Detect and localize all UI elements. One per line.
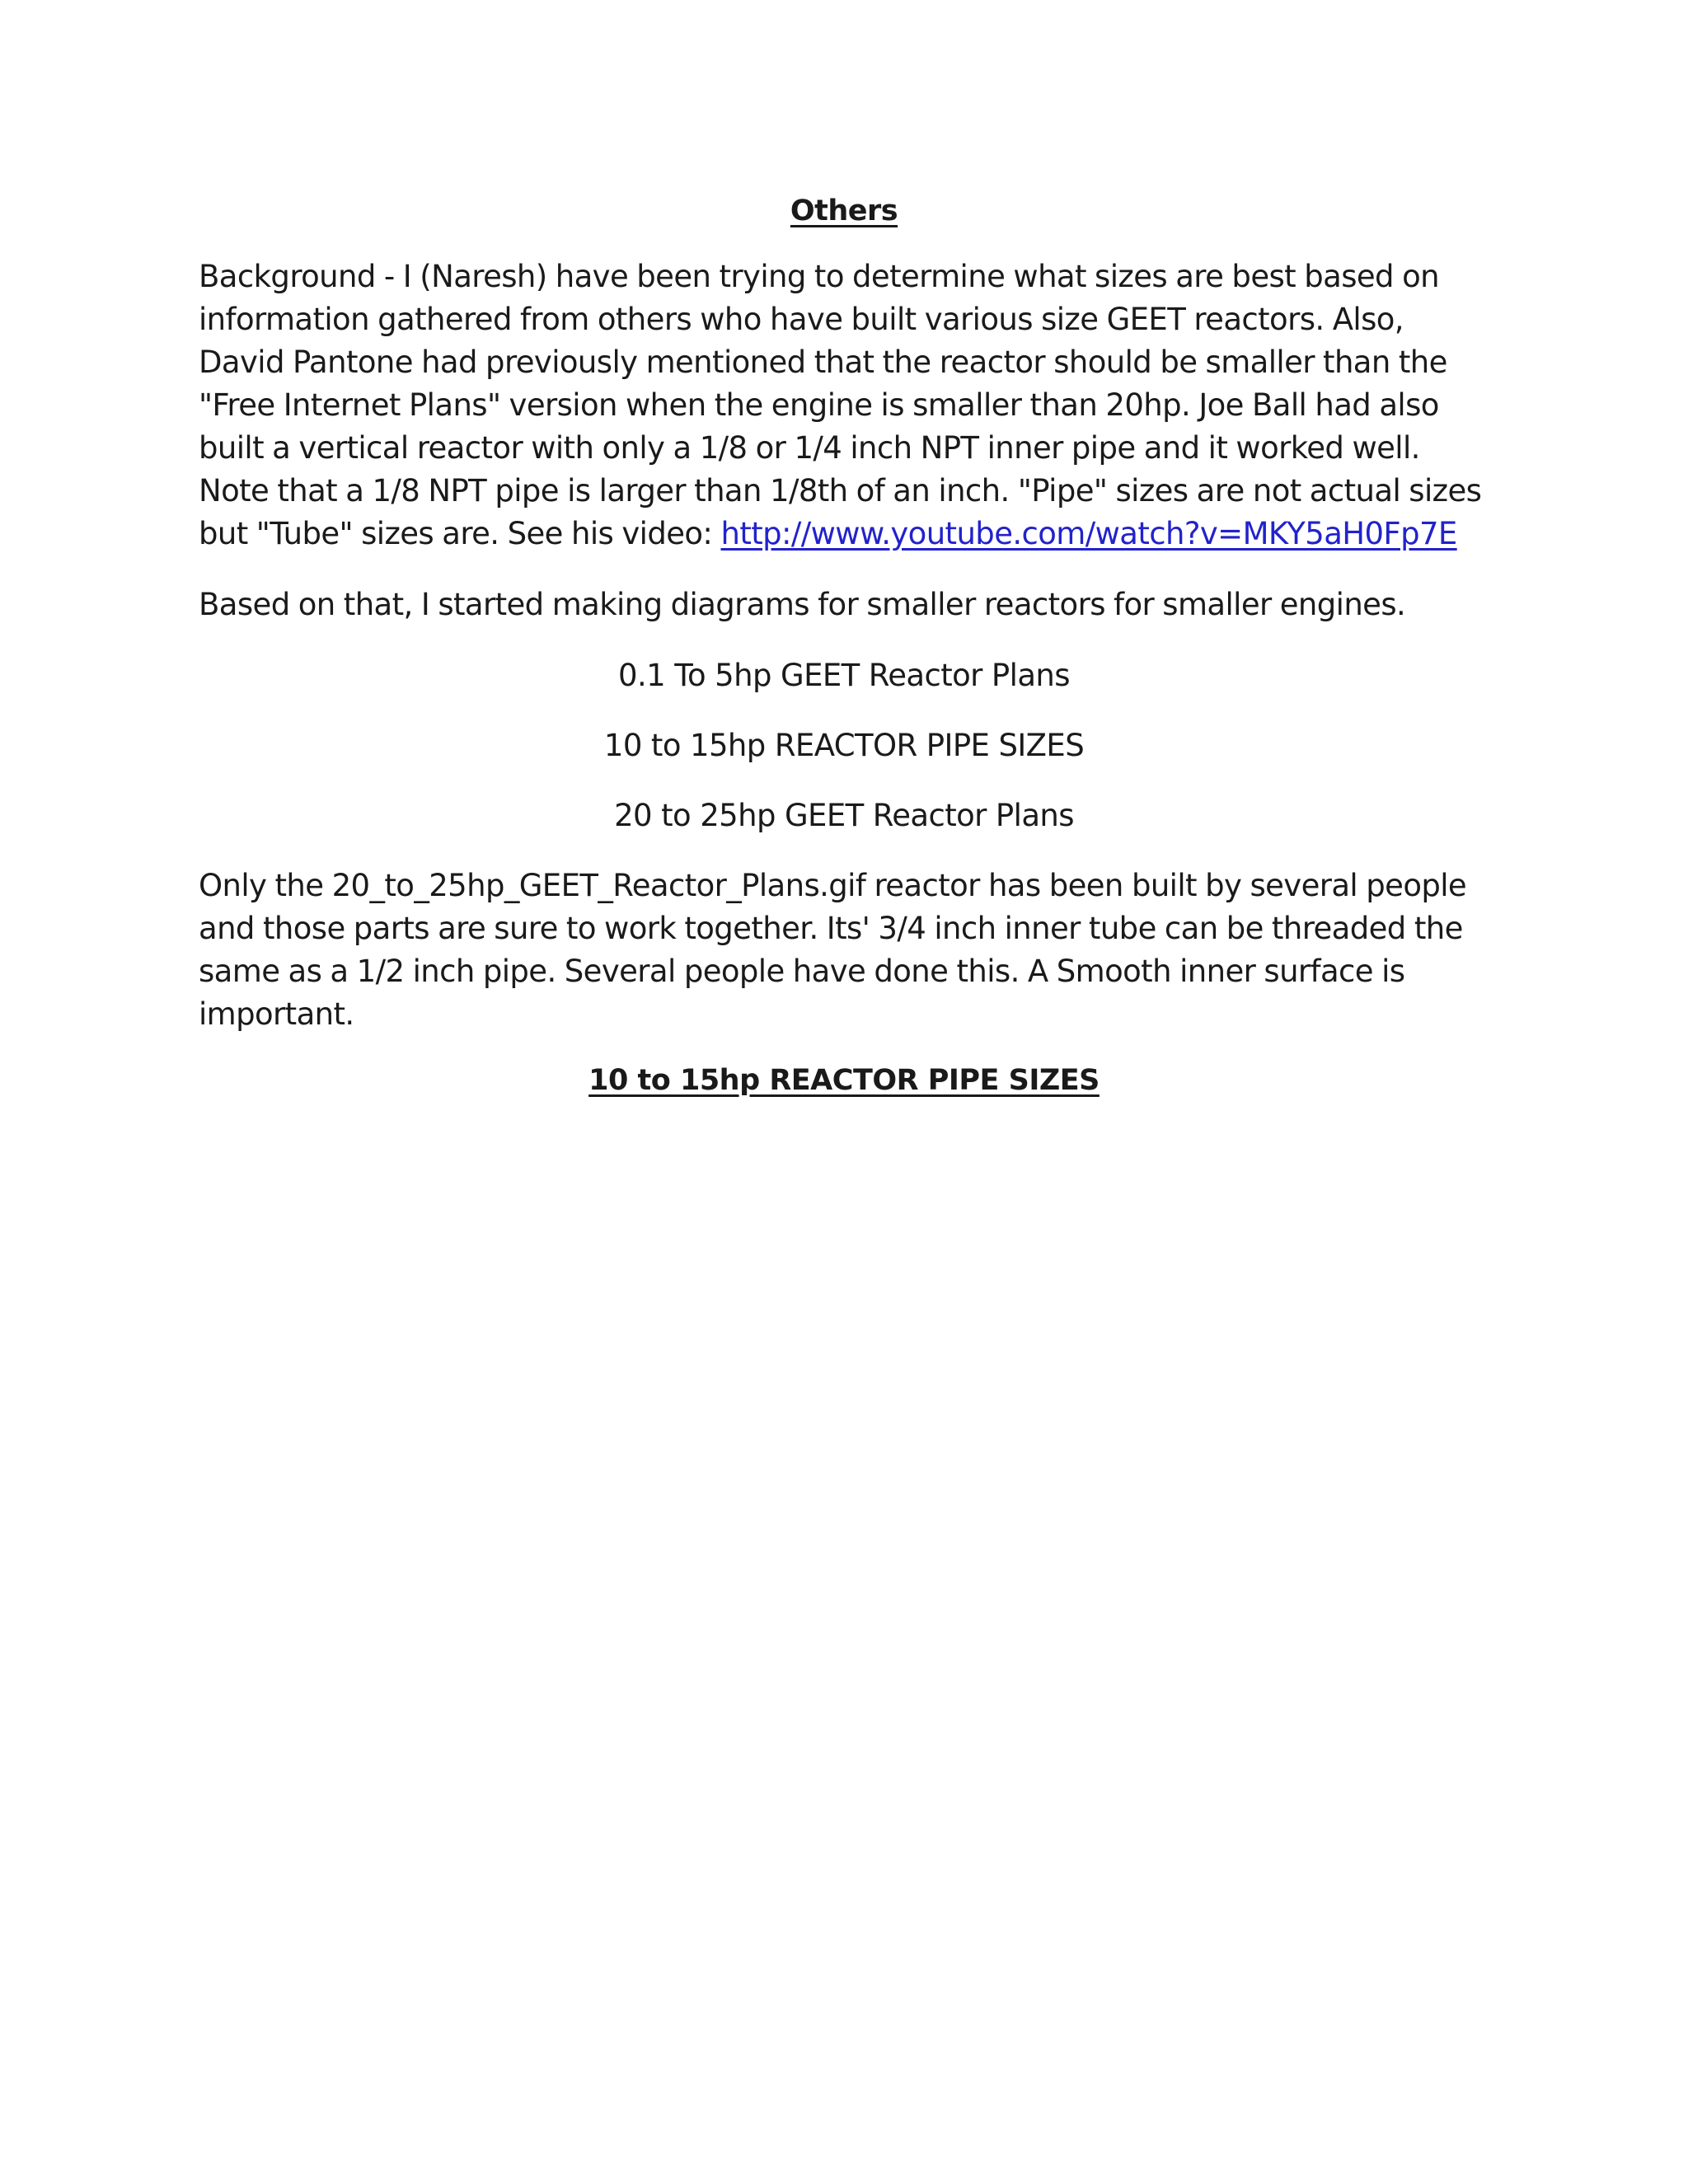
document-page [199, 194, 1489, 1097]
background-text: Background - I (Naresh) have been trying to determine what sizes are best based on information gathered from others who have built various size GEET reactors. Also, David Pantone had previously mentioned that the reactor should be smaller than the "Free Internet Plans" version when the engine is smaller than 20hp. Joe Ball had also built a vertical reactor with only a 1/8 or 1/4 inch NPT inner pipe and it worked well. Note that a 1/8 NPT pipe is larger than 1/8th of an inch. "Pipe" sizes are not actual sizes but "Tube" sizes are. See his video: [199, 259, 1482, 551]
background-paragraph [199, 255, 1489, 555]
note-paragraph: Only the 20_to_25hp_GEET_Reactor_Plans.gif reactor has been built by several people and those parts are sure to work together. Its' 3/4 inch inner tube can be threaded the same as a 1/2 inch pipe. Several people have done this. A Smooth inner surface is important. [199, 868, 1467, 1032]
youtube-video-link[interactable]: http://www.youtube.com/watch?v=MKY5aH0Fp7E [720, 516, 1457, 551]
plan-link-large[interactable]: 20 to 25hp GEET Reactor Plans [614, 798, 1074, 833]
intro-paragraph: Based on that, I started making diagrams for smaller reactors for smaller engines. [199, 587, 1406, 622]
plan-link-medium[interactable]: 10 to 15hp REACTOR PIPE SIZES [603, 728, 1085, 763]
plan-link-small[interactable]: 0.1 To 5hp GEET Reactor Plans [618, 658, 1070, 693]
section-heading: 10 to 15hp REACTOR PIPE SIZES [588, 1064, 1100, 1097]
page-heading: Others [790, 194, 898, 227]
